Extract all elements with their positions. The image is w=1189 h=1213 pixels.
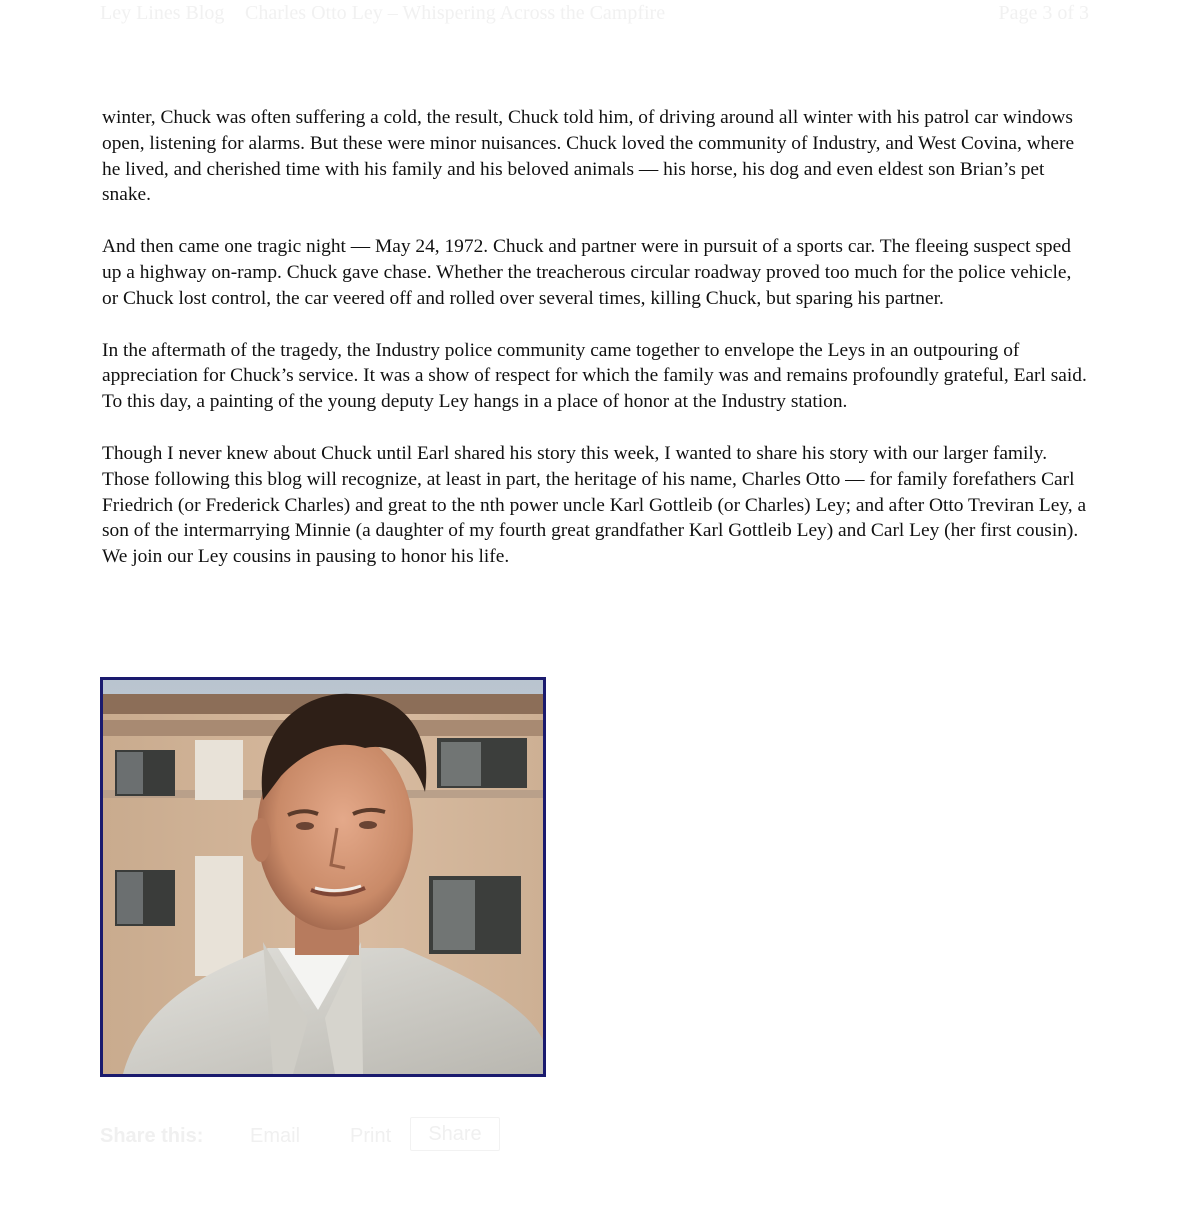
- page-header: [100, 0, 1089, 28]
- article-body: [102, 105, 1087, 596]
- article-paragraph: And then came one tragic night — May 24, 1972. Chuck and partner were in pursuit of a sports car. The fleeing suspect sped up a highway on-ramp. Chuck gave chase. Whether the treacherous circular roadway proved too much for the police vehicle, or Chuck lost control, the car veered off and rolled over several times, killing Chuck, but sparing his partner.: [102, 236, 1072, 309]
- article-paragraph: Though I never knew about Chuck until Earl shared his story this week, I wanted to share his story with our larger family. Those following this blog will recognize, at least in part, the heritage of his name, Charles Otto — for family forefathers Carl Friedrich (or Frederick Charles) and great to the nth power uncle Karl Gottleib (or Charles) Ley; and after Otto Treviran Ley, a son of the intermarrying Minnie (a daughter of my fourth great grandfather Karl Gottleib Ley) and Carl Ley (her first cousin). We join our Ley cousins in pausing to honor his life.: [102, 442, 1087, 568]
- portrait-illustration: [103, 680, 543, 1074]
- header-page-indicator: Page 3 of 3: [998, 2, 1089, 24]
- header-blog-name: Ley Lines Blog: [100, 2, 225, 24]
- article-paragraph: In the aftermath of the tragedy, the Industry police community came together to envelope the Leys in an outpouring of appreciation for Chuck’s service. It was a show of respect for which the family was and remains profoundly grateful, Earl said. To this day, a painting of the young deputy Ley hangs in a place of honor at the Industry station.: [102, 339, 1087, 413]
- share-label: Share this:: [100, 1125, 204, 1147]
- share-more-button[interactable]: Share: [410, 1117, 500, 1151]
- share-email-button[interactable]: Email: [250, 1125, 301, 1147]
- header-post-title: Charles Otto Ley – Whispering Across the Campfire: [245, 2, 666, 24]
- portrait-photo: [100, 677, 546, 1077]
- article-paragraph: winter, Chuck was often suffering a cold, the result, Chuck told him, of driving around all winter with his patrol car windows open, listening for alarms. But these were minor nuisances. Chuck loved the community of Industry, and West Covina, where he lived, and cherished time with his family and his beloved animals — his horse, his dog and even eldest son Brian’s pet snake.: [102, 107, 1075, 206]
- share-print-button[interactable]: Print: [350, 1125, 392, 1147]
